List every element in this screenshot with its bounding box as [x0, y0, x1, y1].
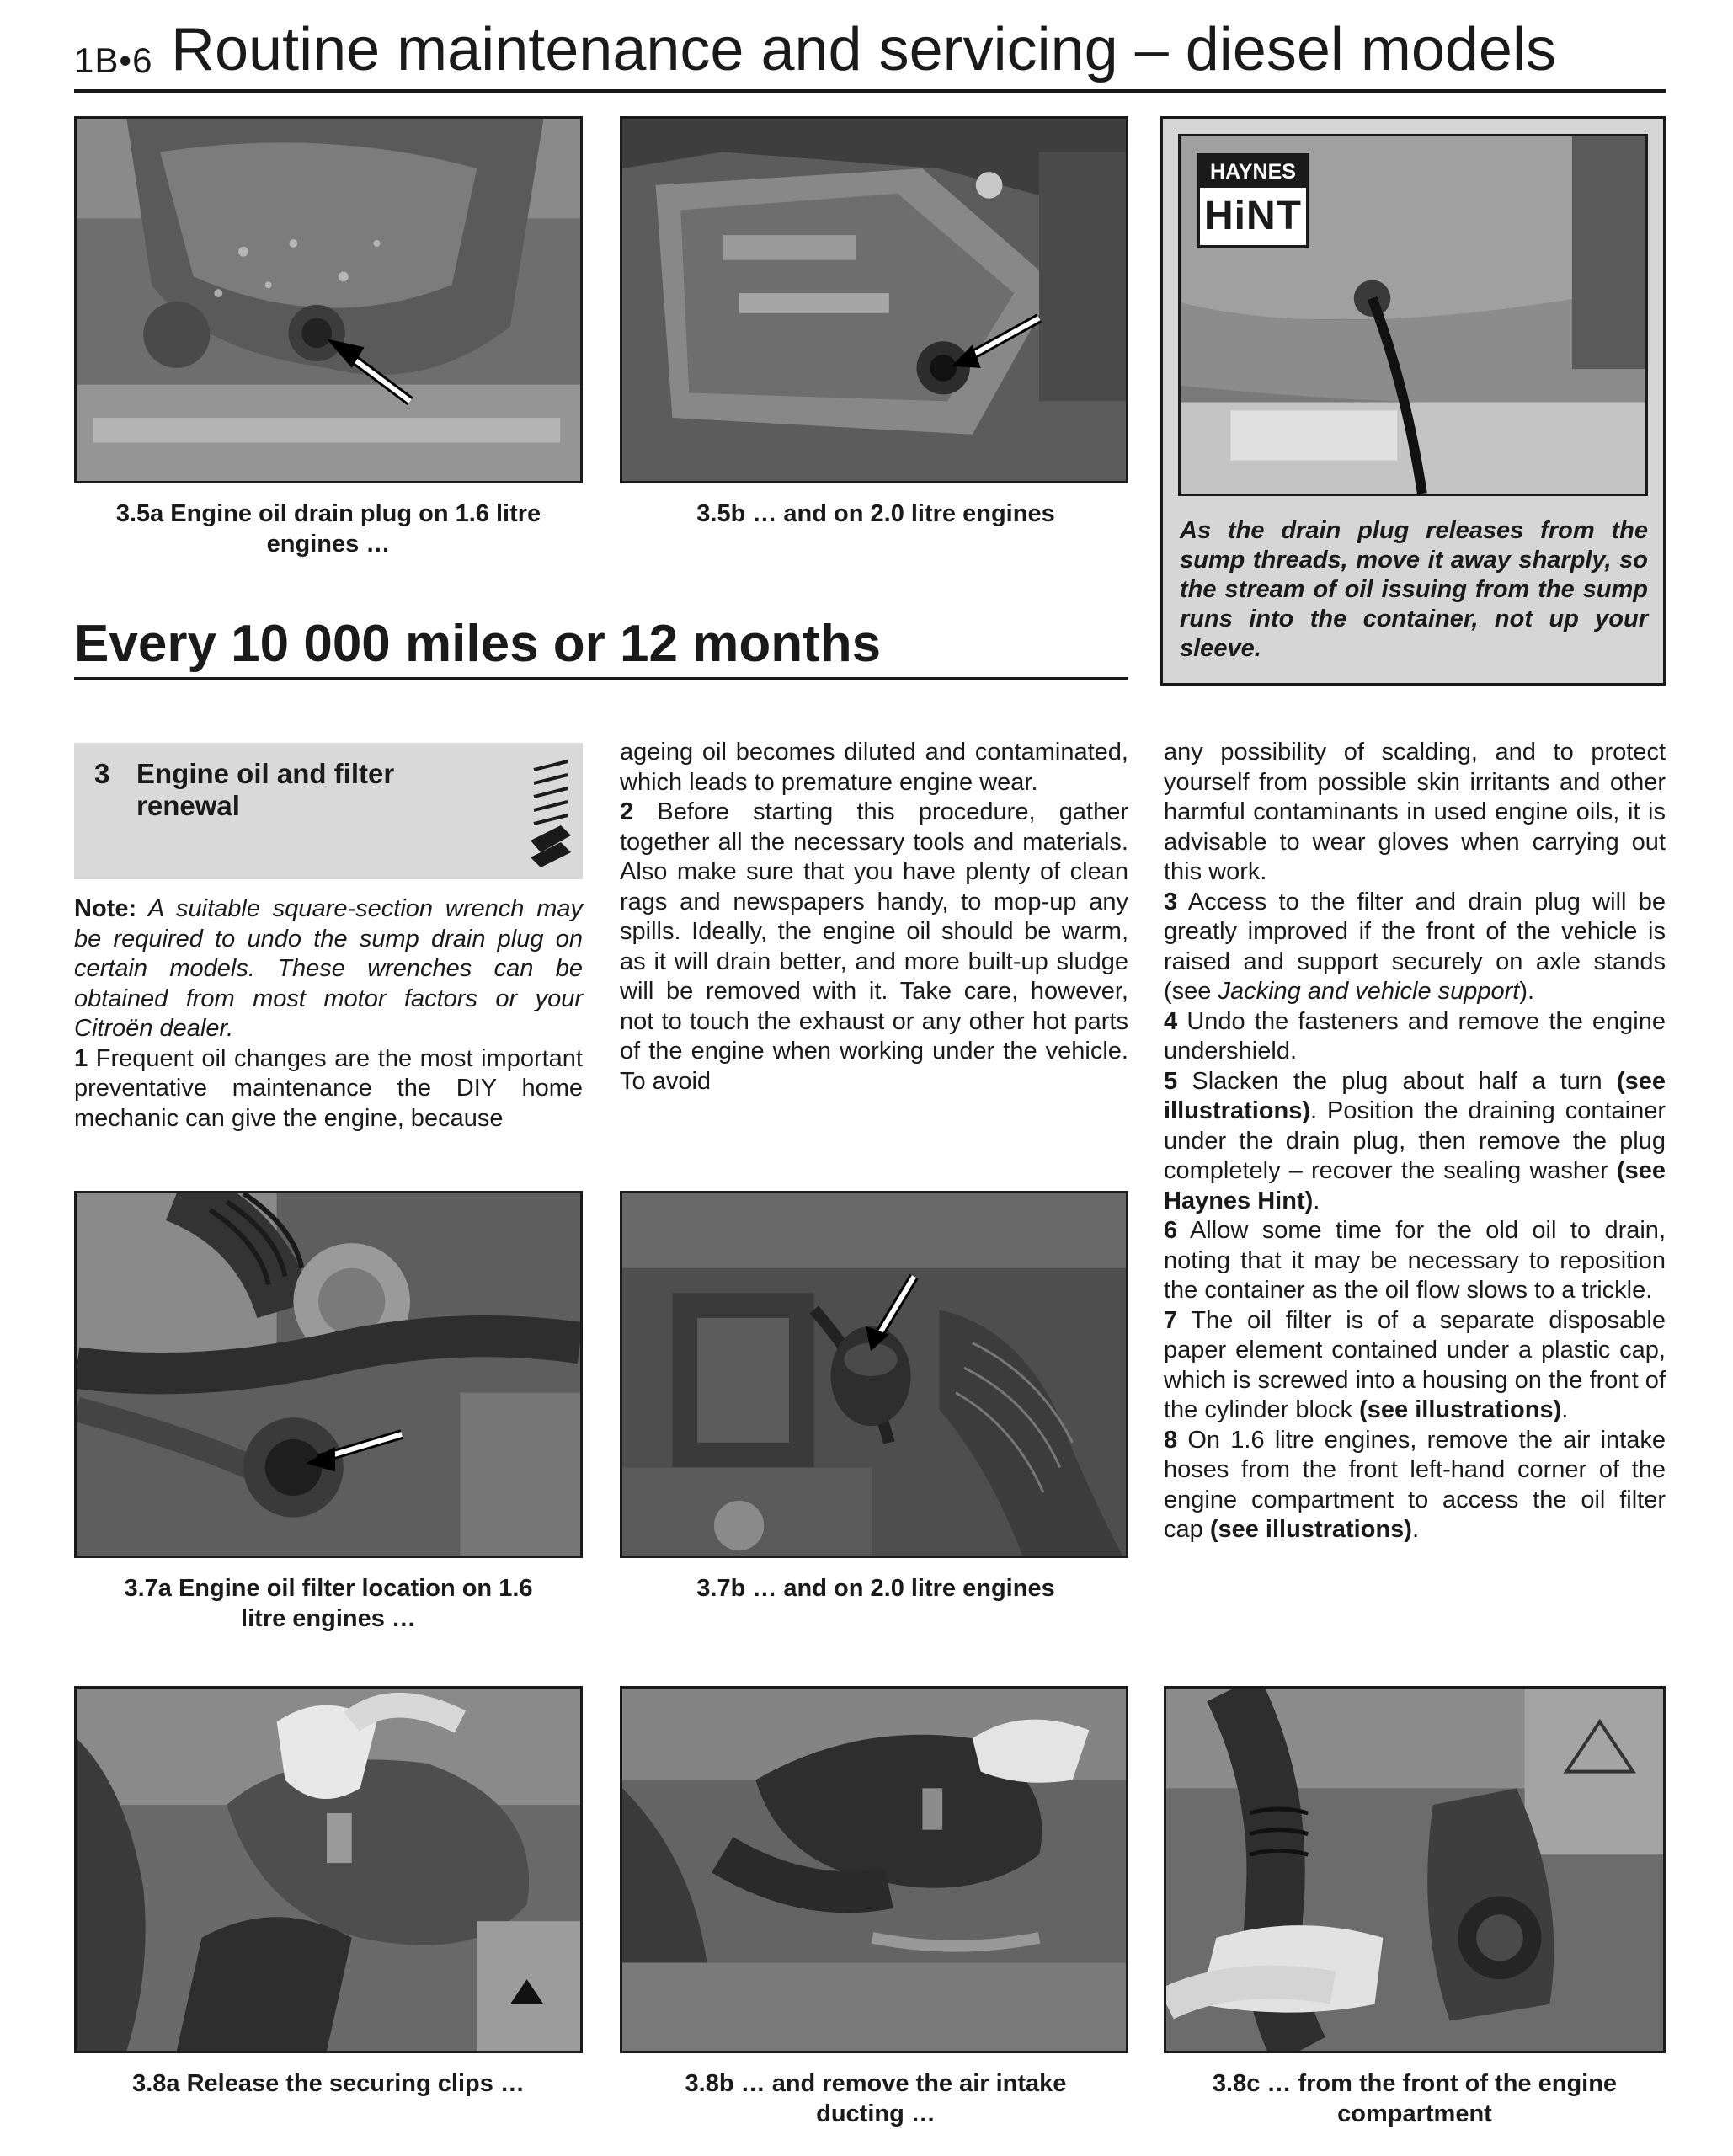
procedure-title-line1: Engine oil and filter — [136, 758, 395, 789]
procedure-title — [136, 758, 394, 822]
photo-front-engine-compartment — [1164, 1686, 1666, 2053]
paragraph-6-number: 6 — [1164, 1217, 1178, 1244]
photo-oil-filter-2-0 — [620, 1191, 1128, 1558]
paragraph-3-text-a: Access to the filter and drain plug will be greatly improved if the front of the vehicle is raised and support securely on axle stands (see — [1164, 888, 1666, 1005]
caption-3-8b: 3.8b … and remove the air intake ducting … — [685, 2070, 1067, 2127]
paragraph-7 — [1164, 1306, 1666, 1426]
procedure-number: 3 — [94, 758, 110, 789]
photo-remove-air-intake-ducting — [620, 1686, 1128, 2053]
paragraph-7-text-b: . — [1561, 1396, 1569, 1423]
paragraph-3-number: 3 — [1164, 888, 1178, 915]
paragraph-4-text: Undo the fasteners and remove the engine undershield. — [1164, 1007, 1666, 1065]
photo-oil-drain-plug-1-6 — [74, 116, 583, 483]
note-paragraph — [74, 894, 583, 1044]
page-number: 1B•6 — [74, 40, 153, 80]
paragraph-5-text-a: Slacken the plug about half a turn — [1177, 1067, 1617, 1095]
caption-3-7b: 3.7b … and on 2.0 litre engines — [696, 1575, 1055, 1602]
body-column-3 — [1164, 738, 1666, 1545]
paragraph-3-text-b: ). — [1519, 978, 1535, 1005]
haynes-hint-box — [1160, 116, 1666, 686]
haynes-hint-badge — [1197, 153, 1309, 248]
caption-3-5b: 3.5b … and on 2.0 litre engines — [696, 500, 1055, 527]
paragraph-2-number: 2 — [620, 798, 634, 825]
page-header — [74, 15, 1666, 93]
caption-3-7a: 3.7a Engine oil filter location on 1.6 litre engines … — [124, 1575, 533, 1632]
paragraph-7-ref: (see illustrations) — [1359, 1396, 1562, 1423]
paragraph-2-text: Before starting this procedure, gather together all the necessary tools and materials. Also make sure that you have plenty of clean rags and newspapers handy, to mop-up any spills. Ideally, the engine oil should be warm, as it will drain better, and more built-up sludge will be removed with it. Take care, however, not to touch the exhaust or any other hot parts of the engine when working under the vehicle. To avoid — [620, 798, 1128, 1095]
body-column-2 — [620, 738, 1128, 1097]
paragraph-7-number: 7 — [1164, 1306, 1178, 1334]
section-heading: Every 10 000 miles or 12 months — [74, 615, 1128, 680]
paragraph-8 — [1164, 1426, 1666, 1545]
paragraph-2 — [620, 798, 1128, 1097]
paragraph-3-italic: Jacking and vehicle support — [1218, 978, 1520, 1005]
paragraph-5-ref-2: (see Haynes Hint) — [1164, 1157, 1666, 1214]
paragraph-4-number: 4 — [1164, 1007, 1178, 1035]
hint-badge-label: HiNT — [1204, 194, 1302, 238]
paragraph-8-number: 8 — [1164, 1426, 1178, 1454]
haynes-hint-text: As the drain plug releases from the sump threads, move it away sharply, so the stream of oil issuing from the sump runs into the container, not up your sleeve. — [1180, 517, 1648, 662]
paragraph-6-text: Allow some time for the old oil to drain, noting that it may be necessary to reposition the container as the oil flow slows to a trickle. — [1164, 1217, 1666, 1304]
paragraph-6 — [1164, 1216, 1666, 1306]
note-label: Note: — [74, 895, 137, 922]
paragraph-5-ref-1: (see illustrations) — [1164, 1067, 1666, 1124]
procedure-title-box — [74, 743, 583, 879]
caption-3-8a: 3.8a Release the securing clips … — [132, 2070, 525, 2097]
paragraph-5-text-c: . — [1313, 1187, 1320, 1214]
photo-oil-draining — [1178, 134, 1648, 496]
paragraph-4 — [1164, 1007, 1666, 1067]
paragraph-8-text-b: . — [1411, 1516, 1420, 1543]
paragraph-1 — [74, 1044, 583, 1134]
haynes-badge-label: HAYNES — [1200, 156, 1306, 188]
paragraph-5-number: 5 — [1164, 1067, 1178, 1095]
paragraph-5-text-b: . Position the draining container under the drain plug, then remove the plug completely – recover the sealing washer — [1164, 1097, 1666, 1184]
page-title: Routine maintenance and servicing – diesel models — [171, 16, 1556, 83]
caption-3-8c: 3.8c … from the front of the engine compartment — [1212, 2070, 1618, 2127]
photo-oil-filter-1-6 — [74, 1191, 583, 1558]
paragraph-2-continued: any possibility of scalding, and to protect yourself from possible skin irritants and other harmful contaminants in used engine oils, it is advisable to wear gloves when carrying out this work. — [1164, 739, 1666, 885]
paragraph-1-text: Frequent oil changes are the most important preventative maintenance the DIY home mechanic can give the engine, because — [74, 1044, 583, 1132]
paragraph-7-text-a: The oil filter is of a separate disposable paper element contained under a plastic cap, which is screwed into a housing on the front of the cylinder block — [1164, 1306, 1666, 1423]
paragraph-1-number: 1 — [74, 1044, 88, 1072]
photo-oil-drain-plug-2-0 — [620, 116, 1128, 483]
paragraph-8-text-a: On 1.6 litre engines, remove the air intake hoses from the front left-hand corner of the engine compartment to access the oil filter cap — [1164, 1426, 1666, 1543]
paragraph-8-ref: (see illustrations) — [1209, 1516, 1412, 1543]
body-column-1 — [74, 894, 583, 1134]
paragraph-1-continued: ageing oil becomes diluted and contaminated, which leads to premature engine wear. — [620, 739, 1128, 796]
note-text: A suitable square-section wrench may be required to undo the sump drain plug on certain models. These wrenches can be obtained from most motor factors or your Citroën dealer. — [74, 895, 583, 1042]
paragraph-5 — [1164, 1067, 1666, 1217]
caption-3-5a: 3.5a Engine oil drain plug on 1.6 litre engines … — [115, 500, 541, 558]
photo-release-securing-clips — [74, 1686, 583, 2053]
paragraph-3 — [1164, 888, 1666, 1007]
difficulty-spanners-icon — [527, 758, 574, 867]
procedure-title-line2: renewal — [136, 790, 240, 821]
